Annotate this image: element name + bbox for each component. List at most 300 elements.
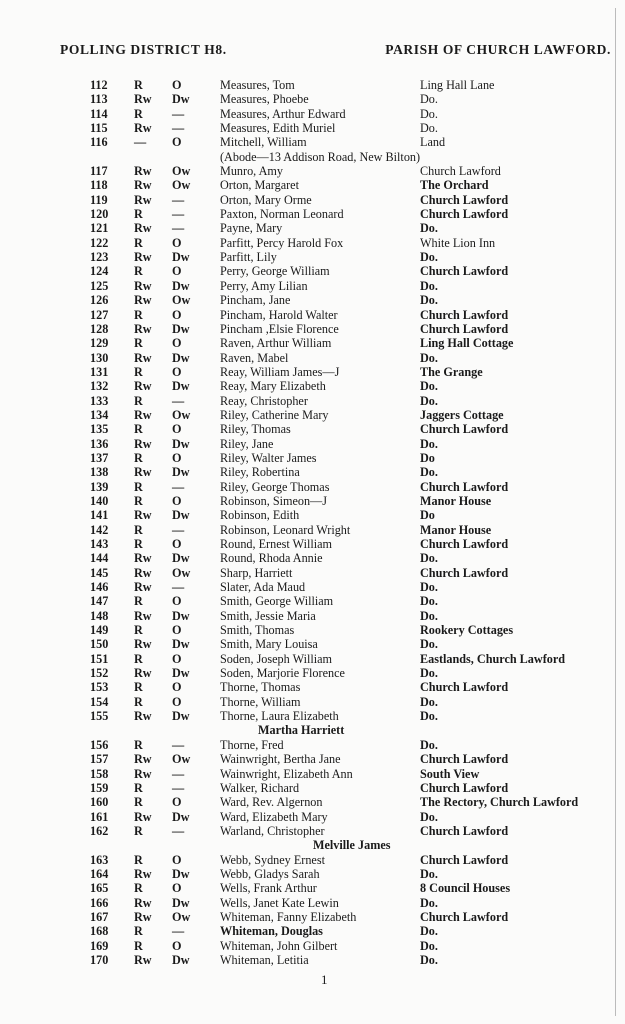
elector-name: Pincham ,Elsie Florence [220, 321, 339, 336]
elector-name: Munro, Amy [220, 164, 283, 179]
qualification-code: Rw [134, 580, 152, 595]
parish-heading: PARISH OF CHURCH LAWFORD. [385, 42, 611, 57]
occupation-code: O [172, 135, 182, 150]
elector-address: Do. [420, 895, 438, 910]
qualification-code: Rw [134, 766, 152, 781]
elector-address: Do. [420, 938, 438, 953]
qualification-code: R [134, 264, 143, 279]
elector-address: Church Lawford [420, 264, 509, 279]
elector-address: Church Lawford [420, 164, 501, 179]
elector-address: Do. [420, 866, 438, 881]
elector-number: 157 [90, 752, 109, 767]
elector-row-continuation [0, 150, 625, 164]
elector-name: Soden, Marjorie Florence [220, 666, 345, 681]
elector-name: Perry, Amy Lilian [220, 278, 308, 293]
occupation-code: O [172, 881, 182, 896]
elector-address: Do. [420, 709, 438, 724]
occupation-code: Dw [172, 250, 190, 265]
occupation-code: Dw [172, 436, 190, 451]
elector-address: Do. [420, 809, 438, 824]
elector-name: Wells, Janet Kate Lewin [220, 895, 339, 910]
occupation-code: O [172, 680, 182, 695]
qualification-code: R [134, 522, 143, 537]
qualification-code: R [134, 737, 143, 752]
occupation-code: Dw [172, 321, 190, 336]
elector-number: 155 [90, 709, 109, 724]
elector-name: Paxton, Norman Leonard [220, 207, 344, 222]
elector-row [0, 351, 625, 365]
occupation-code: Ow [172, 178, 191, 193]
elector-number: 164 [90, 866, 109, 881]
qualification-code: Rw [134, 321, 152, 336]
occupation-code: Dw [172, 666, 190, 681]
elector-address: Jaggers Cottage [420, 407, 504, 422]
occupation-code: Dw [172, 637, 190, 652]
elector-row [0, 250, 625, 264]
qualification-code: Rw [134, 565, 152, 580]
elector-address: Manor House [420, 522, 492, 537]
qualification-code: Rw [134, 909, 152, 924]
elector-number: 122 [90, 235, 109, 250]
qualification-code: Rw [134, 121, 152, 136]
elector-address: Church Lawford [420, 680, 509, 695]
elector-row [0, 293, 625, 307]
qualification-code: Rw [134, 637, 152, 652]
occupation-code: Dw [172, 278, 190, 293]
elector-row [0, 465, 625, 479]
elector-address: Church Lawford [420, 752, 509, 767]
qualification-code: R [134, 680, 143, 695]
qualification-code: Rw [134, 895, 152, 910]
elector-number: 150 [90, 637, 109, 652]
occupation-code: Ow [172, 407, 191, 422]
elector-row [0, 910, 625, 924]
occupation-code: — [172, 924, 185, 939]
elector-row-continuation [0, 838, 625, 852]
occupation-code: Ow [172, 565, 191, 580]
elector-row [0, 767, 625, 781]
elector-name: Mitchell, William [220, 135, 307, 150]
elector-address: The Orchard [420, 178, 489, 193]
qualification-code: R [134, 938, 143, 953]
occupation-code: Dw [172, 92, 190, 107]
occupation-code: Dw [172, 465, 190, 480]
elector-number: 151 [90, 651, 109, 666]
elector-address: Do. [420, 694, 438, 709]
elector-address: Do. [420, 293, 438, 308]
elector-name: Orton, Margaret [220, 178, 299, 193]
elector-number: 115 [90, 121, 108, 136]
elector-number: 165 [90, 881, 109, 896]
elector-address: Do. [420, 278, 438, 293]
elector-address: Land [420, 135, 446, 150]
elector-number: 161 [90, 809, 109, 824]
elector-number: 132 [90, 379, 109, 394]
elector-row [0, 508, 625, 522]
qualification-code: R [134, 795, 143, 810]
occupation-code: O [172, 235, 182, 250]
polling-district-heading: POLLING DISTRICT H8. [60, 42, 227, 57]
qualification-code: Rw [134, 465, 152, 480]
elector-number: 136 [90, 436, 109, 451]
qualification-code: Rw [134, 278, 152, 293]
continuation-text: Martha Harriett [258, 723, 345, 738]
occupation-code: — [172, 106, 185, 121]
elector-name: Sharp, Harriett [220, 565, 293, 580]
elector-name: Thorne, Laura Elizabeth [220, 709, 339, 724]
qualification-code: Rw [134, 164, 152, 179]
elector-row [0, 107, 625, 121]
occupation-code: Ow [172, 293, 191, 308]
occupation-code: O [172, 795, 182, 810]
elector-row [0, 666, 625, 680]
elector-number: 147 [90, 594, 109, 609]
occupation-code: O [172, 623, 182, 638]
elector-name: Measures, Tom [220, 78, 295, 92]
occupation-code: O [172, 594, 182, 609]
qualification-code: Rw [134, 436, 152, 451]
occupation-code: Dw [172, 608, 190, 623]
occupation-code: Ow [172, 909, 191, 924]
occupation-code: O [172, 493, 182, 508]
elector-row [0, 236, 625, 250]
elector-name: Warland, Christopher [220, 823, 325, 838]
qualification-code: Rw [134, 192, 152, 207]
elector-row [0, 379, 625, 393]
qualification-code: Rw [134, 508, 152, 523]
elector-address: Church Lawford [420, 537, 509, 551]
elector-name: Pincham, Harold Walter [220, 307, 338, 322]
elector-name: Smith, George William [220, 594, 334, 609]
occupation-code: Dw [172, 709, 190, 724]
elector-address: Do. [420, 465, 438, 480]
qualification-code: R [134, 493, 143, 508]
page-header [60, 42, 611, 58]
elector-number: 144 [90, 551, 109, 566]
elector-address: White Lion Inn [420, 235, 496, 250]
elector-name: Slater, Ada Maud [220, 580, 306, 595]
elector-address: Church Lawford [420, 565, 509, 580]
elector-number: 116 [90, 135, 108, 150]
occupation-code: Dw [172, 379, 190, 394]
elector-address: Do. [420, 250, 438, 265]
elector-name: Soden, Joseph William [220, 651, 333, 666]
occupation-code: O [172, 651, 182, 666]
elector-row [0, 824, 625, 838]
qualification-code: Rw [134, 92, 152, 107]
qualification-code: Rw [134, 293, 152, 308]
elector-name: Measures, Phoebe [220, 92, 309, 107]
qualification-code: R [134, 78, 143, 92]
occupation-code: O [172, 450, 182, 465]
qualification-code: Rw [134, 709, 152, 724]
qualification-code: R [134, 106, 143, 121]
elector-name: Robinson, Simeon—J [220, 493, 327, 508]
elector-row [0, 566, 625, 580]
elector-row [0, 896, 625, 910]
elector-name: Whiteman, Douglas [220, 924, 323, 939]
elector-number: 158 [90, 766, 109, 781]
elector-number: 140 [90, 493, 109, 508]
occupation-code: Ow [172, 164, 191, 179]
elector-name: Whiteman, Letitia [220, 952, 309, 967]
qualification-code: Rw [134, 221, 152, 236]
elector-address: Do. [420, 666, 438, 681]
elector-row [0, 308, 625, 322]
elector-row [0, 207, 625, 221]
occupation-code: O [172, 307, 182, 322]
elector-number: 127 [90, 307, 109, 322]
elector-number: 123 [90, 250, 109, 265]
elector-number: 168 [90, 924, 109, 939]
occupation-code: O [172, 694, 182, 709]
occupation-code: — [172, 522, 185, 537]
elector-number: 139 [90, 479, 109, 494]
elector-row [0, 609, 625, 623]
elector-address: Do [420, 450, 435, 465]
elector-address: Church Lawford [420, 823, 509, 838]
elector-name: Thorne, Fred [220, 737, 284, 752]
elector-address: Church Lawford [420, 307, 509, 322]
elector-name: Ward, Rev. Algernon [220, 795, 323, 810]
qualification-code: R [134, 235, 143, 250]
elector-name: Smith, Mary Louisa [220, 637, 318, 652]
qualification-code: R [134, 623, 143, 638]
elector-row [0, 881, 625, 895]
elector-name: Webb, Sydney Ernest [220, 852, 325, 867]
elector-row [0, 279, 625, 293]
elector-number: 145 [90, 565, 109, 580]
continuation-text: (Abode—13 Addison Road, New Bilton) [220, 149, 421, 164]
occupation-code: O [172, 264, 182, 279]
elector-number: 114 [90, 106, 108, 121]
elector-number: 148 [90, 608, 109, 623]
qualification-code: R [134, 852, 143, 867]
elector-address: Church Lawford [420, 852, 509, 867]
elector-address: The Grange [420, 364, 483, 379]
elector-number: 153 [90, 680, 109, 695]
occupation-code: — [172, 207, 185, 222]
occupation-code: — [172, 121, 185, 136]
qualification-code: Rw [134, 809, 152, 824]
elector-row [0, 752, 625, 766]
elector-address: Do. [420, 551, 438, 566]
elector-row [0, 221, 625, 235]
elector-number: 121 [90, 221, 109, 236]
elector-row [0, 494, 625, 508]
elector-number: 128 [90, 321, 109, 336]
elector-row [0, 867, 625, 881]
elector-row [0, 680, 625, 694]
elector-address: Do. [420, 924, 438, 939]
elector-row [0, 92, 625, 106]
occupation-code: O [172, 537, 182, 551]
elector-row [0, 637, 625, 651]
occupation-code: — [172, 221, 185, 236]
qualification-code: Rw [134, 952, 152, 967]
elector-name: Round, Rhoda Annie [220, 551, 323, 566]
elector-row [0, 580, 625, 594]
qualification-code: Rw [134, 866, 152, 881]
qualification-code: R [134, 780, 143, 795]
elector-name: Reay, Christopher [220, 393, 308, 408]
elector-address: Church Lawford [420, 192, 509, 207]
elector-number: 112 [90, 78, 108, 92]
elector-number: 160 [90, 795, 109, 810]
elector-row [0, 738, 625, 752]
occupation-code: — [172, 737, 185, 752]
elector-name: Riley, Jane [220, 436, 274, 451]
elector-row [0, 594, 625, 608]
elector-row [0, 781, 625, 795]
qualification-code: R [134, 207, 143, 222]
qualification-code: R [134, 364, 143, 379]
elector-number: 138 [90, 465, 109, 480]
qualification-code: R [134, 694, 143, 709]
occupation-code: Dw [172, 551, 190, 566]
elector-number: 146 [90, 580, 109, 595]
elector-name: Riley, Walter James [220, 450, 317, 465]
elector-address: The Rectory, Church Lawford [420, 795, 579, 810]
elector-name: Smith, Thomas [220, 623, 295, 638]
occupation-code: Dw [172, 508, 190, 523]
elector-row [0, 193, 625, 207]
elector-number: 166 [90, 895, 109, 910]
elector-number: 133 [90, 393, 109, 408]
electors-list [0, 78, 625, 967]
elector-row [0, 523, 625, 537]
elector-address: Church Lawford [420, 422, 509, 437]
elector-row [0, 135, 625, 149]
elector-number: 119 [90, 192, 108, 207]
occupation-code: — [172, 192, 185, 207]
elector-name: Whiteman, John Gilbert [220, 938, 338, 953]
qualification-code: Rw [134, 752, 152, 767]
elector-number: 135 [90, 422, 109, 437]
qualification-code: R [134, 881, 143, 896]
elector-number: 118 [90, 178, 108, 193]
elector-address: Do. [420, 436, 438, 451]
elector-number: 156 [90, 737, 109, 752]
elector-address: Do [420, 508, 435, 523]
elector-address: Church Lawford [420, 321, 509, 336]
occupation-code: — [172, 823, 185, 838]
occupation-code: O [172, 422, 182, 437]
qualification-code: R [134, 336, 143, 351]
occupation-code: O [172, 364, 182, 379]
elector-row [0, 437, 625, 451]
elector-row [0, 551, 625, 565]
occupation-code: — [172, 580, 185, 595]
elector-row [0, 78, 625, 92]
elector-address: Church Lawford [420, 479, 509, 494]
occupation-code: Dw [172, 895, 190, 910]
qualification-code: Rw [134, 608, 152, 623]
elector-number: 152 [90, 666, 109, 681]
elector-name: Measures, Edith Muriel [220, 121, 336, 136]
elector-row [0, 264, 625, 278]
elector-row [0, 695, 625, 709]
occupation-code: — [172, 766, 185, 781]
qualification-code: — [134, 135, 147, 150]
elector-name: Wells, Frank Arthur [220, 881, 317, 896]
elector-row [0, 939, 625, 953]
elector-address: Rookery Cottages [420, 623, 514, 638]
elector-name: Riley, George Thomas [220, 479, 330, 494]
elector-row [0, 408, 625, 422]
elector-number: 162 [90, 823, 109, 838]
continuation-text: Melville James [313, 838, 391, 853]
elector-name: Thorne, William [220, 694, 301, 709]
elector-number: 143 [90, 537, 109, 551]
elector-name: Riley, Thomas [220, 422, 291, 437]
elector-number: 141 [90, 508, 109, 523]
elector-address: Do. [420, 737, 438, 752]
qualification-code: R [134, 537, 143, 551]
elector-name: Reay, William James—J [220, 364, 340, 379]
elector-address: Do. [420, 350, 438, 365]
elector-number: 117 [90, 164, 108, 179]
elector-name: Perry, George William [220, 264, 330, 279]
elector-address: Do. [420, 952, 438, 967]
elector-row [0, 422, 625, 436]
elector-name: Measures, Arthur Edward [220, 106, 346, 121]
occupation-code: — [172, 780, 185, 795]
qualification-code: R [134, 422, 143, 437]
elector-row [0, 810, 625, 824]
qualification-code: R [134, 393, 143, 408]
elector-number: 159 [90, 780, 109, 795]
elector-name: Ward, Elizabeth Mary [220, 809, 328, 824]
elector-number: 131 [90, 364, 109, 379]
qualification-code: Rw [134, 379, 152, 394]
elector-address: Do. [420, 221, 438, 236]
elector-name: Wainwright, Elizabeth Ann [220, 766, 353, 781]
elector-number: 137 [90, 450, 109, 465]
elector-row-continuation [0, 723, 625, 737]
qualification-code: Rw [134, 666, 152, 681]
elector-address: Do. [420, 637, 438, 652]
elector-name: Robinson, Leonard Wright [220, 522, 351, 537]
elector-row [0, 953, 625, 967]
elector-row [0, 709, 625, 723]
qualification-code: R [134, 823, 143, 838]
elector-number: 169 [90, 938, 109, 953]
elector-number: 125 [90, 278, 109, 293]
elector-name: Orton, Mary Orme [220, 192, 312, 207]
elector-name: Wainwright, Bertha Jane [220, 752, 341, 767]
qualification-code: Rw [134, 551, 152, 566]
elector-row [0, 365, 625, 379]
elector-address: Church Lawford [420, 780, 509, 795]
elector-row [0, 795, 625, 809]
qualification-code: Rw [134, 350, 152, 365]
elector-address: Church Lawford [420, 207, 509, 222]
elector-number: 129 [90, 336, 109, 351]
elector-name: Robinson, Edith [220, 508, 300, 523]
elector-number: 134 [90, 407, 109, 422]
occupation-code: — [172, 479, 185, 494]
occupation-code: Dw [172, 350, 190, 365]
elector-number: 163 [90, 852, 109, 867]
elector-name: Reay, Mary Elizabeth [220, 379, 326, 394]
elector-row [0, 336, 625, 350]
occupation-code: Dw [172, 866, 190, 881]
elector-number: 149 [90, 623, 109, 638]
elector-address: Do. [420, 580, 438, 595]
occupation-code: Dw [172, 952, 190, 967]
occupation-code: Dw [172, 809, 190, 824]
